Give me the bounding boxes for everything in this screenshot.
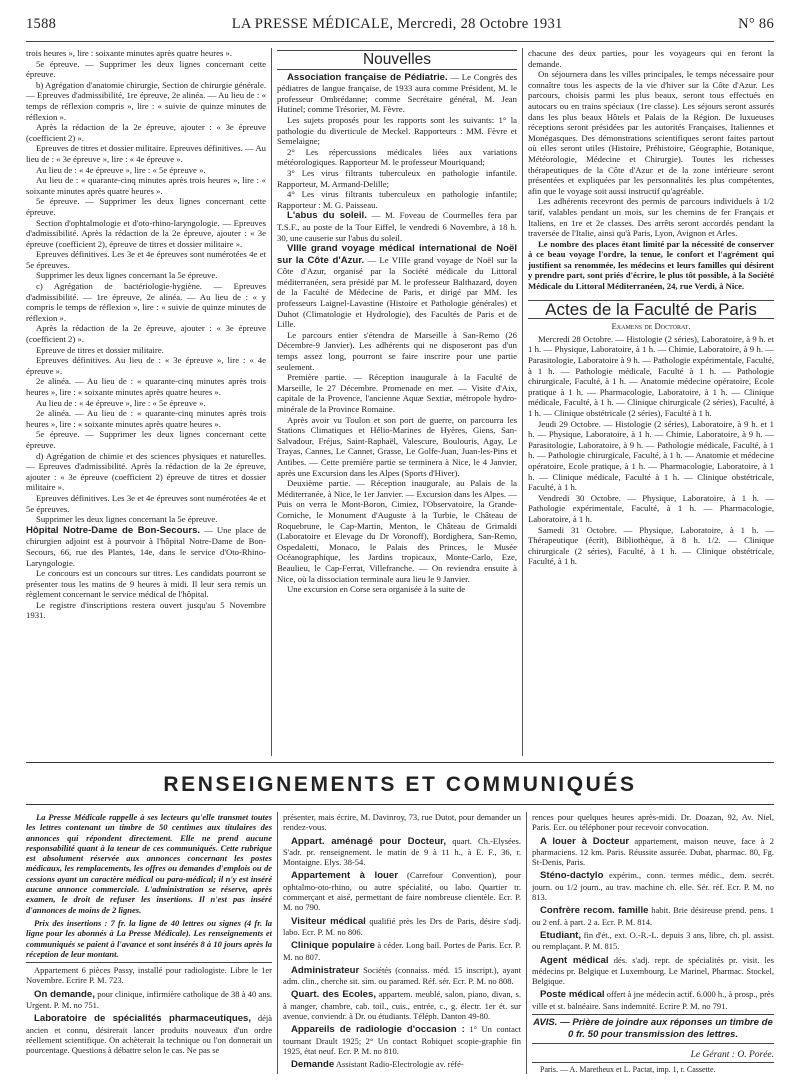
paragraph: Une excursion en Corse sera organisée à la suite de [287, 584, 466, 595]
notice-paragraph: Prix des insertions : 7 fr. la ligne de 40 lettres ou signes (4 fr. la ligne pour les abonnés à La Presse Médicale). Les renseignements et communiqués se paient à l'avance et sont insérés 8 à 10 jours après la réception de leur montant. [26, 917, 272, 959]
ads-column-1 [26, 812, 272, 1074]
page-header [26, 16, 774, 38]
ad-text: appartem. meublé, salon, piano, divan, s. à manger, chambre, cab. toil., cuis., entrée, c., g. électr. 1er ét. sur avenue, conviendr. à Dr. ou étudiants. Téléph. Danton 49-80. [283, 989, 521, 1022]
paragraph: Section d'ophtalmologie et d'oto-rhino-laryngologie. — Epreuves d'admissibilité. Après la rédaction de la 2e épreuve, ajouter : « 3e épreuve (coefficient 2), épreuve de titres et dossier militaire ». [26, 217, 266, 249]
ad-text: quart. Ch.-Elysées. S'adr. pr. renseignement. le matin de 9 à 11 h., à E. F., 36, r. Montaigne. Elys. 38-54. [283, 835, 521, 868]
header-rule [26, 41, 774, 42]
ad-rule [532, 1043, 774, 1044]
column-divider [522, 48, 523, 756]
ad-lead: Clinique populaire [291, 940, 375, 952]
paragraph: Le nombre des places étant limité par la nécessité de conserver à ce beau voyage l'ordre, la tenue, le confort et l'agrément qui justifient sa renommée, les médecins et leurs familles qui désirent y prendre part, sont priés d'écrire, le plus tôt possible, à la Société Médicale du Littoral Méditerranéen, 24, rue Verdi, à Nice. [528, 238, 774, 292]
paragraph: Les adhérents recevront des permis de parcours individuels à 1/2 tarif, valables pendant un mois, sur les chemins de fer Français et Italiens, en 1re et 2e classes. Des arrêts seront accordés pendant la traversée de l'Italie, ainsi qu'à Paris, Lyon, Avignon et Arles. [528, 196, 774, 239]
paragraph: Au lieu de : « quarante-cinq minutes après trois heures », lire : « soixante minutes après quatre heures ». [26, 175, 266, 196]
paragraph: Première partie. — Réception inaugurale à la Faculté de Marseille, le 27 Décembre. Promenade en mer. — Visite d'Aix, capitale de la Provence, l'ancienne Aquæ Sextiæ, métropole hydro-minérale de la Province Romaine. [277, 372, 517, 414]
paragraph: Après la rédaction de la 2e épreuve, ajouter : « 3e épreuve (coefficient 2) ». [26, 323, 266, 345]
ad-text: fin d'ét., ext. O.-R.-L. depuis 3 ans, libre, ch. pl. assist. ou remplaçant. P. M. 815. [532, 929, 774, 952]
gerant-signature: Le Gérant : O. Porée. [690, 1050, 774, 1061]
paragraph: Epreuves définitives. Les 3e et 4e épreuves sont numérotées 4e et 5e épreuves. [26, 492, 266, 514]
ad-lead: Laboratoire de spécialités pharmaceutiques, [34, 1013, 252, 1025]
ad-lead: Demande [291, 1059, 335, 1071]
column-divider [271, 48, 272, 756]
paragraph: 2e alinéa. — Au lieu de : « quarante-cinq minutes après trois heures », lire : « soixante minutes après quatre heures ». [26, 408, 266, 429]
column-2 [277, 48, 517, 756]
ad-lead: Visiteur médical [291, 915, 366, 927]
banner-rule-top [26, 762, 774, 763]
ad-rule [26, 962, 272, 963]
ad-text: rences pour quelques heures après-midi. Dr. Doazan, 92, Av. Niel, Paris. Ecr. ou téléphoner pour recevoir convocation. [532, 812, 774, 833]
paragraph: Epreuves définitives. Au lieu de : « 3e épreuve », lire : « 4e épreuve ». [26, 355, 266, 376]
paragraph: Le concours est un concours sur titres. Les candidats pourront se présenter tous les matins de 9 heures à midi. Il leur sera remis un règlement concernant le service médical de l'hôpital. [26, 568, 266, 600]
ad-text: déjà ancien et connu, désirerait lancer produits nouveaux d'un ordre réellement scientifique. On achèterait la technique ou l'on donnerait un pourcentage. Questions à débattre selon le cas. Ne pas se [26, 1013, 272, 1056]
paragraph: Epreuve de titres et dossier militaire. [36, 344, 164, 355]
ad-text: dés. s'adj. repr. de spécialités pr. visit. les médecins pr. Belgique et Luxembourg. Le Marinel, Pharmac. Stockel, Belgique. [532, 954, 774, 987]
paragraph: b) Agrégation d'anatomie chirurgie, Section de chirurgie générale. — Epreuves d'admissibilité, 1re épreuve, 2e alinéa. — Au lieu de : « temps de réflexion compris », lire : « suivie de quinze minutes de réflexion ». [26, 79, 266, 122]
paragraph: Le registre d'inscriptions restera ouvert jusqu'au 5 Novembre 1931. [26, 599, 266, 621]
paragraph: — Le VIIIe grand voyage de Noël sur la Côte d'Azur, organisé par la Société médicale du Littoral méditerranéen, sera présidé par M. le professeur Balthazard, doyen de la Faculté de Médecine de Paris, et dirigé par MM. les professeurs Laignel-Lavastine (Histoire et Pathologie générales) et Duhot (Climatologie et Hydrologie), des Facultés de Paris et de Lille. [277, 254, 517, 330]
ad-text: (Carrefour Convention), pour ophtalmo-oto-rhino, ou autre spécialité, ou labo. Quartier tr. commerçant et aisé, permettant de faire nombreuse clientèle. Ecr. P. M. no 790. [283, 870, 521, 913]
paragraph: 5e épreuve. — Supprimer les deux lignes concernant cette épreuve. [26, 429, 266, 450]
paragraph: Après la rédaction de la 2e épreuve, ajouter : « 3e épreuve (coefficient 2) ». [26, 122, 266, 143]
paragraph: Supprimer les deux lignes concernant la 5e épreuve. [36, 514, 218, 525]
ad-lead: Confrère recom. famille [540, 905, 649, 917]
ad-text: expérim., conn. termes médic., dem. secrét. journ. ou 1/2 journ., au trav. machine ch. elle. Sér. réf. Ecr. P. M. no 813. [532, 870, 774, 903]
paragraph: — M. Foveau de Courmelles fera par T.S.F., au poste de la Tour Eiffel, le vendredi 6 Novembre, à 18 h. 30, une causerie sur l'abus du soleil. [277, 210, 517, 243]
paragraph: 2° Les répercussions médicales liées aux variations météorologiques. Rapporteur M. le professeur Mouriquand; [277, 146, 517, 168]
banner-title: RENSEIGNEMENTS ET COMMUNIQUÉS [163, 773, 637, 796]
notice-paragraph: La Presse Médicale rappelle à ses lecteurs qu'elle transmet toutes les lettres contenant un timbre de 50 centimes aux titulaires des annonces qui répondent directement. Elle ne prend aucune responsabilité quant à la teneur de ces communiqués. Cette rubrique est absolument réservée aux annonces concernant les postes médicaux, les remplacements, les offres ou demandes d'emplois ou de cessions ayant un caractère médical ou para-médical; il n'y est inséré aucune annonce commerciale. L'administration se réserve, après examen, le droit de refuser les insertions. Il n'est pas inséré d'annonces de moins de 2 lignes. [26, 812, 272, 915]
page-number: 1588 [26, 16, 57, 32]
paragraph: 3° Les virus filtrants tuberculeux en pathologie infantile. Rapporteur, M. Armand-Delille; [277, 167, 517, 189]
heading-voyage: VIIIe grand voyage médical international de Noël sur la Côte d'Azur. [277, 243, 517, 266]
paragraph: trois heures », lire : soixante minutes après quatre heures ». [26, 48, 233, 58]
column-divider [277, 812, 278, 1074]
exam-schedule: Samedi 31 Octobre. — Physique, Laboratoire, à 1 h. — Thérapeutique (écrit), Bibliothèque, à 8 h. 1/2. — Clinique chirurgicale (2 séries), Faculté, à 1 h. — Clinique obstétricale, Faculté, à 1 h. [528, 524, 774, 567]
exam-schedule: Vendredi 30 Octobre. — Physique, Laboratoire, à 1 h. — Pathologie expérimentale, Faculté, à 1 h. — Pharmacologie, Laboratoire, à 1 h. [528, 492, 774, 524]
ad-text: à céder. Long bail. Portes de Paris. Ecr. P. M. no 807. [283, 940, 521, 962]
avis-notice: AVIS. — Prière de joindre aux réponses un timbre de 0 fr. 50 pour transmission des lettres. [533, 1017, 773, 1041]
column-divider [526, 812, 527, 1074]
ad-lead: Agent médical [540, 954, 609, 966]
ad-lead: Etudiant, [540, 929, 582, 941]
exam-schedule: Mercredi 28 Octobre. — Histologie (2 séries), Laboratoire, à 9 h. et 1 h. — Physique, Laboratoire, à 1 h. — Chimie, Laboratoire, à 9 h. — Parasitologie, Laboratoire à 9 h. — Pathologie expérimentale, Faculté, à 1 h. — Pathologie médicale, Faculté à 1 h. — Pathologie chirurgicale, Faculté, à 1 h. — Anatomie médecine opératoire, Ecole pratique à 1 h. — Pharmacologie, Laboratoire, à 1 h. — Clinique médicale, Faculté, à 1 h. — Clinique chirurgicale (2 séries), Faculté, à 1 h. — Clinique obstétricale (2 séries), Faculté à 1 h. [528, 333, 774, 418]
column-3 [528, 48, 774, 756]
ad-text: Assistant Radio-Electrologie av. réfé- [335, 1059, 464, 1070]
ad-text: appartement, maison neuve, face à 2 pharmaciens. 12 km. Paris. Réussite assurée. Dubat, pharmac. 80, Fg. St-Denis, Paris. [532, 835, 774, 868]
paragraph: 2e alinéa. — Au lieu de : « quarante-cinq minutes après trois heures », lire : « soixante minutes après quatre heures ». [26, 376, 266, 397]
paragraph: c) Agrégation de bactériologie-hygiène. — Epreuves d'admissibilité. — 1re épreuve, 2e alinéa. — Au lieu de : « y compris le temps de réflexion », lire : « suivie de quinze minutes de réflexion ». [26, 281, 266, 323]
paragraph: Epreuves de titres et dossier militaire. Epreuves définitives. — Au lieu de : « 3e épreuve », lire : « 4e épreuve ». [26, 143, 266, 164]
ad-lead: Poste médical [540, 989, 605, 1001]
ad-text: pour clinique, infirmière catholique de 38 à 40 ans. Urgent. P. M. no 751. [26, 988, 272, 1011]
section-rule [277, 69, 517, 70]
heading-pediatrie: Association française de Pédiatrie. [287, 71, 448, 83]
ad-lead: On demande, [34, 988, 95, 1000]
heading-abus-soleil: L'abus du soleil. [287, 210, 367, 222]
ad-lead: Appartement à louer [291, 870, 398, 882]
ad-lead: Administrateur [291, 964, 360, 976]
ad-text: Sociétés (connaiss. méd. 15 inscript.), ayant adm. clin., cherche sit. sim. ou paramed. Réf. sér. Ecr. P. M. no 808. [283, 964, 521, 987]
paragraph: Au lieu de : « 4e épreuve », lire : « 5e épreuve ». [36, 164, 206, 175]
ad-lead: Sténo-dactylo [540, 870, 604, 882]
ads-column-3 [532, 812, 774, 1074]
paragraph: 4° Les virus filtrants tuberculeux en pathologie infantile; Rapporteur : M. G. Paisseau. [277, 189, 517, 210]
ad-item: Appartement 6 pièces Passy, installé pour radiologiste. Libre le 1er Novembre. Ecrire P. M. 723. [26, 965, 272, 986]
ad-lead: Quart. des Ecoles, [291, 989, 376, 1001]
ad-lead: Appart. aménagé pour Docteur, [291, 835, 447, 847]
exam-schedule: Jeudi 29 Octobre. — Histologie (2 séries), Laboratoire, à 9 h. et 1 h. — Physique, Laboratoire, à 1 h. — Chimie, Laboratoire, à 9 h. — Parasitologie, Laboratoire, à 9 h. — Pathologie médicale, Faculté, à 1 h. — Pathologie chirurgicale, Faculté, à 1 h. — Anatomie et médecine opératoire, Ecole pratique, à 1 h. — Pharmacologie, Laboratoire, à 1 h. — Clinique médicale, Faculté à 1 h. — Clinique obstétricale, Faculté, à 1 h. [528, 418, 774, 493]
paragraph: 5e épreuve. — Supprimer les deux lignes concernant cette épreuve. [26, 196, 266, 217]
ad-text: offert à jne médecin actif. 6.000 h., à prosp., près ville et st. balnéaire. Sans indemnité. Ecrire P. M. no 791. [532, 989, 774, 1011]
paragraph: — Le Congrès des pédiatres de langue française, de 1933 aura comme Président, M. le professeur Ombrédanne; comme Secrétaire général, M. Jean Hutinel; comme Trésorier, M. Fèvre. [277, 71, 517, 115]
paragraph: On séjournera dans les villes principales, le temps nécessaire pour connaître tous les aspects de la vie d'hiver sur la Côte d'Azur. Les parcours, choisis parmi les plus beaux, seront tous effectués en autocars ou en trains spéciaux (1re classe). Les séjours seront assurés dans les plus beaux Hôtels et Palais de la Région. De luxueuses réceptions seront présidées par les autorités Françaises, Italiennes et Monégasques. Des démonstrations scientifiques seront faites partout où elles seront utiles (Histoire, Préhistoire, Géographie, Botanique, Météorologie, Médecine et Chirurgie). Toutes les richesses thérapeutiques de la Côte d'Azur et de la zone intérieure seront présentées et expliquées par les personnalités les plus compétentes, afin que le voyage soit aussi instructif qu'agréable. [528, 69, 774, 196]
section-title-nouvelles: Nouvelles [362, 51, 432, 68]
ad-rule [532, 1014, 774, 1015]
ad-lead: Appareils de radiologie d'occasion : [291, 1024, 465, 1036]
hopital-heading: Hôpital Notre-Dame de Bon-Secours. [26, 524, 201, 536]
paragraph: d) Agrégation de chimie et des sciences physiques et naturelles. — Epreuves d'admissibilité. Après la rédaction de la 2e épreuve, ajouter : « 3e épreuve (coefficient 2) épreuve de titres et dossier militaire ». [26, 450, 266, 493]
section-title-actes: Actes de la Faculté de Paris [545, 299, 757, 319]
banner-rule-bottom [26, 804, 774, 805]
paragraph: Le parcours entier s'étendra de Marseille à San-Remo (26 Décembre-9 Janvier). Les adhérents qui ne disposeront pas d'un temps assez long, pourront se faire inscrire pour une partie seulement. [277, 329, 517, 372]
ad-text: habit. Brie désireuse prend. pens. 1 ou 2 enf. à part. 2 a. Ecr. P. M. 814. [532, 905, 774, 927]
paragraph: Epreuves définitives. Les 3e et 4e épreuves sont numérotées 4e et 5e épreuves. [26, 249, 266, 270]
examens-heading: Examens de Doctorat. [611, 321, 691, 332]
paragraph: Après avoir vu Toulon et son port de guerre, on parcourra les Stations Climatiques et Hélio-Marines de Hyères, Giens, San-Salvadour, Fréjus, Saint-Raphaël, Valescure, Boulouris, Agay, Le Trayas, Cannes, Le Cannet, Grasse, Le Golfe-Juan, Juan-les-Pins et Antibes. — Cette première partie se terminera à Nice, le 4 Janvier, après une Excursion dans les Alpes (Sports d'Hiver). [277, 414, 517, 478]
paragraph: Supprimer les deux lignes concernant la 5e épreuve. [36, 270, 218, 281]
paragraph: Les sujets proposés pour les rapports sont les suivants: 1° la pathologie du diverticule de Meckel. Rapporteurs : MM. Fèvre et Semelaigne; [277, 114, 517, 147]
ad-text: présenter, mais écrire, M. Davinroy, 73, rue Dutot, pour demander un rendez-vous. [283, 812, 521, 833]
paragraph: chacune des deux parties, pour les voyageurs qui en feront la demande. [528, 48, 774, 69]
journal-title: LA PRESSE MÉDICALE, Mercredi, 28 Octobre 1931 [231, 16, 563, 32]
paragraph: Au lieu de : « 4e épreuve », lire : « 5e épreuve ». [36, 397, 206, 408]
printer-imprint: Paris. — A. Maretheux et L. Pactat, imp. 1, r. Cassette. [540, 1065, 716, 1074]
ad-text: 1° Un contact tournant Drault 1925; 2° Un contact Robiquet scopie-graphie fin 1925, état neuf. Ecr. P. M. no 810. [283, 1024, 521, 1056]
ad-rule [532, 1062, 774, 1063]
paragraph: — Une place de chirurgien adjoint est à pourvoir à l'hôpital Notre-Dame de Bon-Secours, 66, rue des Plantes, 14e, dans le service d'Oto-Rhino-Laryngologie. [26, 524, 266, 568]
ads-column-2 [283, 812, 521, 1074]
paragraph: 5e épreuve. — Supprimer les deux lignes concernant cette épreuve. [26, 58, 266, 80]
paragraph: Deuxième partie. — Réception inaugurale, au Palais de la Méditerranée, à Nice, le 1er Janvier. — Excursion dans les Alpes. — Puis on verra le Mont-Boron, Cimiez, l'Observatoire, la Grande-Corniche, le Monument d'Auguste à la Turbie, le Château de Roquebrune, le Cap-Martin, Menton, le Château de Grimaldi (Laboratoire et Elevage du Dr Voronoff), Bordighera, San-Remo, Ospedaletti, Monaco, le Palais des Princes, le Musée Océanographique, les Jardins tropicaux, Monte-Carlo, Eze, Beaulieu, le Cap-Ferrat, Villefranche. — On reviendra ensuite à Nice, où la dissociation terminale aura lieu le 9 Janvier. [277, 478, 517, 584]
ad-lead: A louer à Docteur [540, 835, 630, 847]
ad-text: qualifié près les Drs de Paris, désire s'adj. labo. Ecr. P. M. no 806. [283, 915, 521, 937]
issue-number: N° 86 [738, 16, 774, 32]
column-1 [26, 48, 266, 756]
